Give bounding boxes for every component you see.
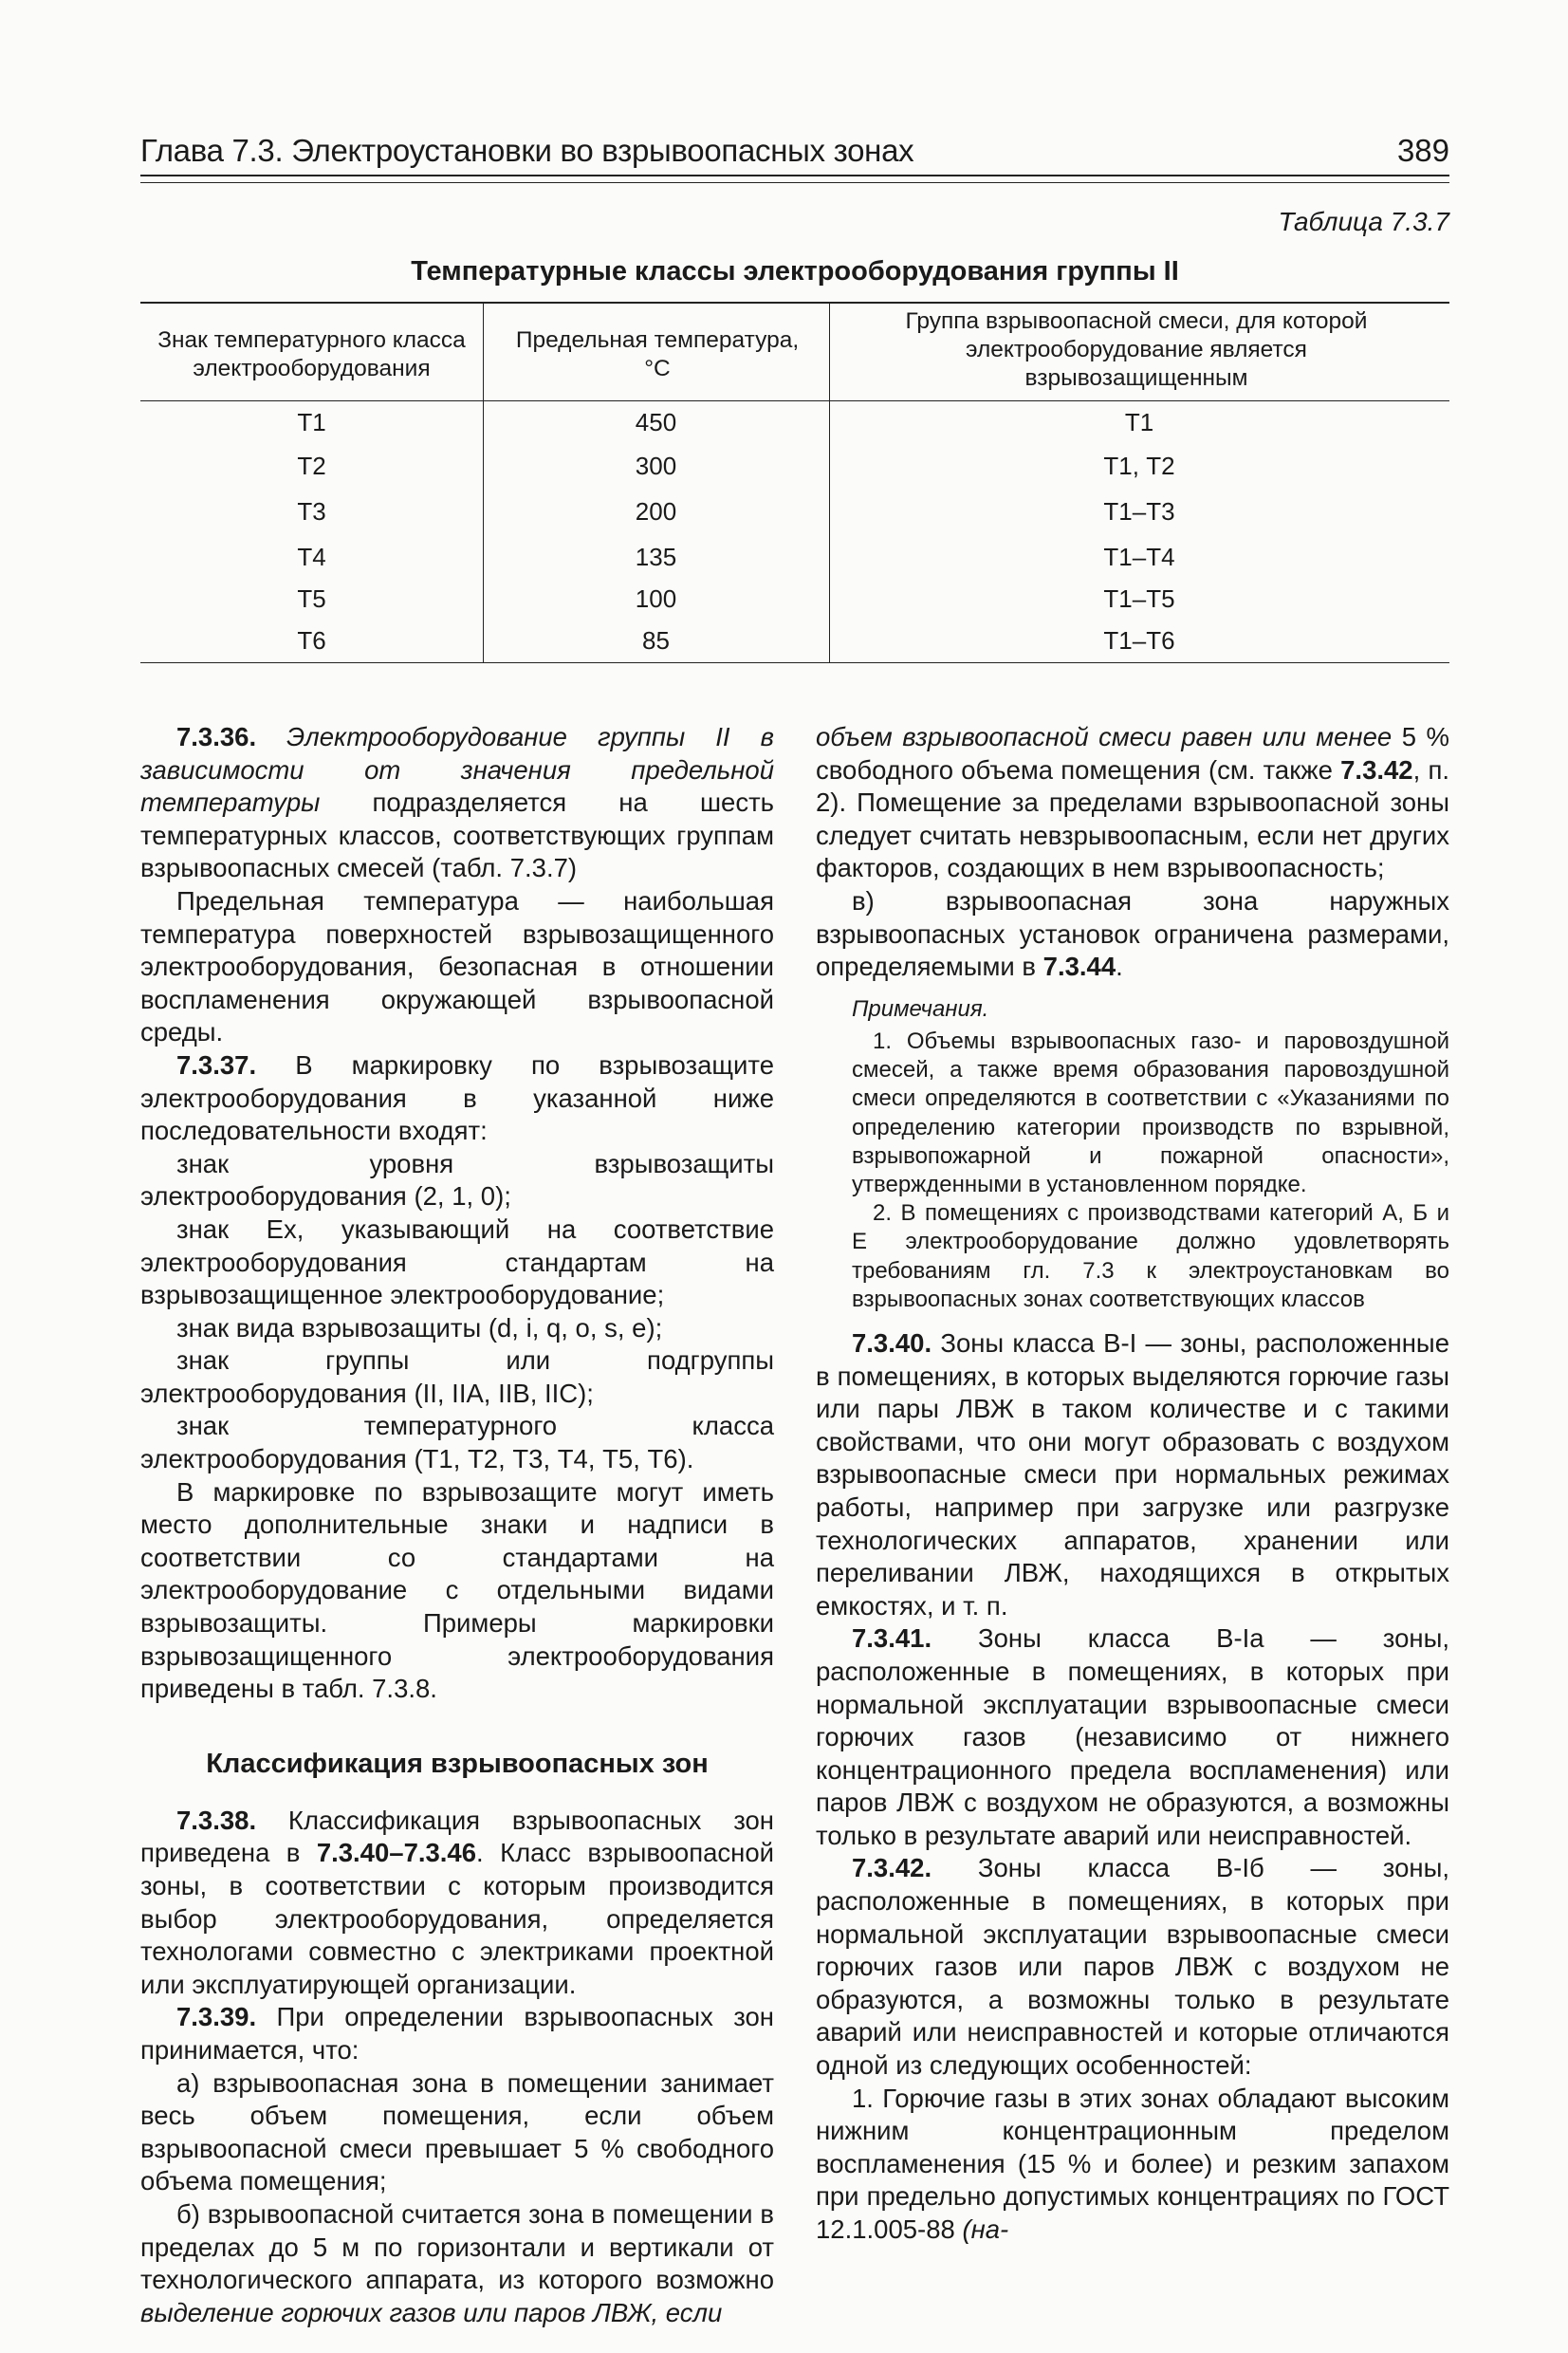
list-item-b-continued: объем взрывоопасной смеси равен или менее 5 % свободного объема помещения (см. также 7.3.42, п. 2). Помещение за пределами взрывоопасной зоны следует считать невзрывоопасным, если нет других факторов, создающих в нем взрывоопасность; xyxy=(816,722,1449,883)
paragraph-7-3-36: 7.3.36. Электрооборудование группы II в зависимости от значения предельной температуры подразделяется на шесть температурных классов, соответствующих группам взрывоопасных смесей (табл. 7.3.7) xyxy=(140,722,774,883)
table-cell: Т1 xyxy=(1124,408,1154,436)
table-cell: 100 xyxy=(635,584,677,613)
page-header xyxy=(140,133,1449,180)
list-item: знак группы или подгруппы электрооборудования (II, IIA, IIB, IIC); xyxy=(140,1345,774,1408)
table-cell: Т1–Т6 xyxy=(1103,626,1175,655)
table-cell: 200 xyxy=(635,497,677,526)
list-item-1: 1. Горючие газы в этих зонах обладают высоким нижним концентрационным пределом воспламенения (15 % и более) и резким запахом при предельно допустимых концентрациях по ГОСТ 12.1.005-88 (на- xyxy=(816,2083,1449,2245)
paragraph-marking-note: В маркировке по взрывозащите могут иметь место дополнительные знаки и надписи в соответствии со стандартами на электрооборудование с отдельными видами взрывозащиты. Примеры маркировки взрывозащищенного электрооборудования приведены в табл. 7.3.8. xyxy=(140,1476,774,1704)
paragraph-7-3-40: 7.3.40. Зоны класса В-I — зоны, расположенные в помещениях, в которых выделяются горючие газы или пары ЛВЖ в таком количестве и с такими свойствами, что они могут образовать с воздухом взрывоопасные смеси при нормальных режимах работы, например при загрузке или разгрузке технологических аппаратов, хранении или переливании ЛВЖ, находящихся в открытых емкостях, и т. п. xyxy=(816,1327,1449,1621)
list-item: знак уровня взрывозащиты электрооборудования (2, 1, 0); xyxy=(140,1148,774,1212)
table-cell: Т1–Т4 xyxy=(1103,543,1175,571)
left-column xyxy=(140,721,774,2329)
table-row xyxy=(140,584,1449,626)
table-row xyxy=(140,408,1449,450)
right-column xyxy=(816,721,1449,2247)
table-row xyxy=(140,626,1449,668)
chapter-title: Глава 7.3. Электроустановки во взрывоопасных зонах xyxy=(140,133,914,168)
table-row xyxy=(140,543,1449,584)
table-header-cell: Знак температурного класса электрооборудования xyxy=(157,327,466,381)
list-item-b: б) взрывоопасной считается зона в помещении в пределах до 5 м по горизонтали и вертикали от технологического аппарата, из которого возможно выделение горючих газов или паров ЛВЖ, если xyxy=(140,2198,774,2327)
notes-block xyxy=(852,995,1449,1314)
table-cell: Т5 xyxy=(297,584,326,613)
table-header-cell: Предельная температура, °С xyxy=(515,327,800,381)
page-number: 389 xyxy=(1396,133,1449,168)
paragraph-7-3-38: 7.3.38. Классификация взрывоопасных зон приведена в 7.3.40–7.3.46. Класс взрывоопасной зоны, в соответствии с которым производится выбор электрооборудования, определяется технологами совместно с электриками проектной или эксплуатирующей организации. xyxy=(140,1805,775,1999)
table-cell: Т1–Т5 xyxy=(1103,584,1175,613)
list-item: знак Ex, указывающий на соответствие электрооборудования стандартам на взрывозащищенное электрооборудование; xyxy=(140,1214,774,1310)
list-item: знак температурного класса электрооборудования (Т1, Т2, Т3, Т4, Т5, Т6). xyxy=(140,1411,774,1474)
table-row xyxy=(140,497,1449,539)
table-cell: Т3 xyxy=(297,497,326,526)
paragraph-definition: Предельная температура — наибольшая температура поверхностей взрывозащищенного электрооборудования, безопасная в отношении воспламенения окружающей взрывоопасной среды. xyxy=(140,885,774,1047)
table-cell: 300 xyxy=(635,452,677,480)
paragraph-7-3-37: 7.3.37. В маркировку по взрывозащите электрооборудования в указанной ниже последовательности входят: xyxy=(140,1049,774,1146)
table-header-rule xyxy=(140,400,1449,401)
table-row xyxy=(140,452,1449,493)
table-cell: Т2 xyxy=(297,452,326,480)
table-top-rule xyxy=(140,302,1449,304)
list-item-v: в) взрывоопасная зона наружных взрывоопасных установок ограничена размерами, определяемыми в 7.3.44. xyxy=(816,885,1449,982)
table-cell: 135 xyxy=(635,543,677,571)
table-cell: Т1, Т2 xyxy=(1103,452,1175,480)
table-header-cell: Группа взрывоопасной смеси, для которой электрооборудование является взрывозащищенным xyxy=(905,308,1368,391)
list-item: знак вида взрывозащиты (d, i, q, o, s, e); xyxy=(176,1312,663,1343)
table-cell: Т6 xyxy=(297,626,326,655)
section-heading: Классификация взрывоопасных зон xyxy=(206,1748,709,1779)
table-cell: 85 xyxy=(642,626,670,655)
note-item: 1. Объемы взрывоопасных газо- и паровоздушной смесей, а также время образования паровоздушной смеси определяются в соответствии с «Указаниями по определению категории производств по взрывной, взрывопожарной и пожарной опасности», утвержденными в установленном порядке. xyxy=(852,1028,1449,1197)
paragraph-7-3-39: 7.3.39. При определении взрывоопасных зон принимается, что: xyxy=(140,2002,774,2065)
table-title: Температурные классы электрооборудования группы II xyxy=(411,256,1179,287)
table-cell: 450 xyxy=(635,408,677,436)
table-cell: Т1–Т3 xyxy=(1103,497,1175,526)
list-item-a: а) взрывоопасная зона в помещении занимает весь объем помещения, если объем взрывоопасной смеси превышает 5 % свободного объема помещения; xyxy=(140,2067,774,2196)
header-rule-thin xyxy=(140,182,1449,183)
notes-title: Примечания. xyxy=(852,995,989,1022)
table-number: Таблица 7.3.7 xyxy=(1278,207,1449,236)
paragraph-7-3-42: 7.3.42. Зоны класса В-Iб — зоны, расположенные в помещениях, в которых при нормальной эксплуатации взрывоопасные смеси горючих газов или паров ЛВЖ с воздухом не образуются, а возможны только в результате аварий или неисправностей и которые отличаются одной из следующих особенностей: xyxy=(816,1853,1449,2081)
paragraph-7-3-41: 7.3.41. Зоны класса В-Iа — зоны, расположенные в помещениях, в которых при нормальной эксплуатации взрывоопасные смеси горючих газов (независимо от нижнего концентрационного предела воспламенения) или паров ЛВЖ с воздухом не образуются, а возможны только в результате аварий или неисправностей. xyxy=(816,1623,1449,1850)
header-rule-thick xyxy=(140,175,1449,176)
note-item: 2. В помещениях с производствами категорий А, Б и Е электрооборудование должно удовлетворять требованиям гл. 7.3 к электроустановкам во взрывоопасных зонах соответствующих классов xyxy=(852,1200,1449,1312)
table-cell: Т1 xyxy=(297,408,326,436)
table-cell: Т4 xyxy=(297,543,326,571)
